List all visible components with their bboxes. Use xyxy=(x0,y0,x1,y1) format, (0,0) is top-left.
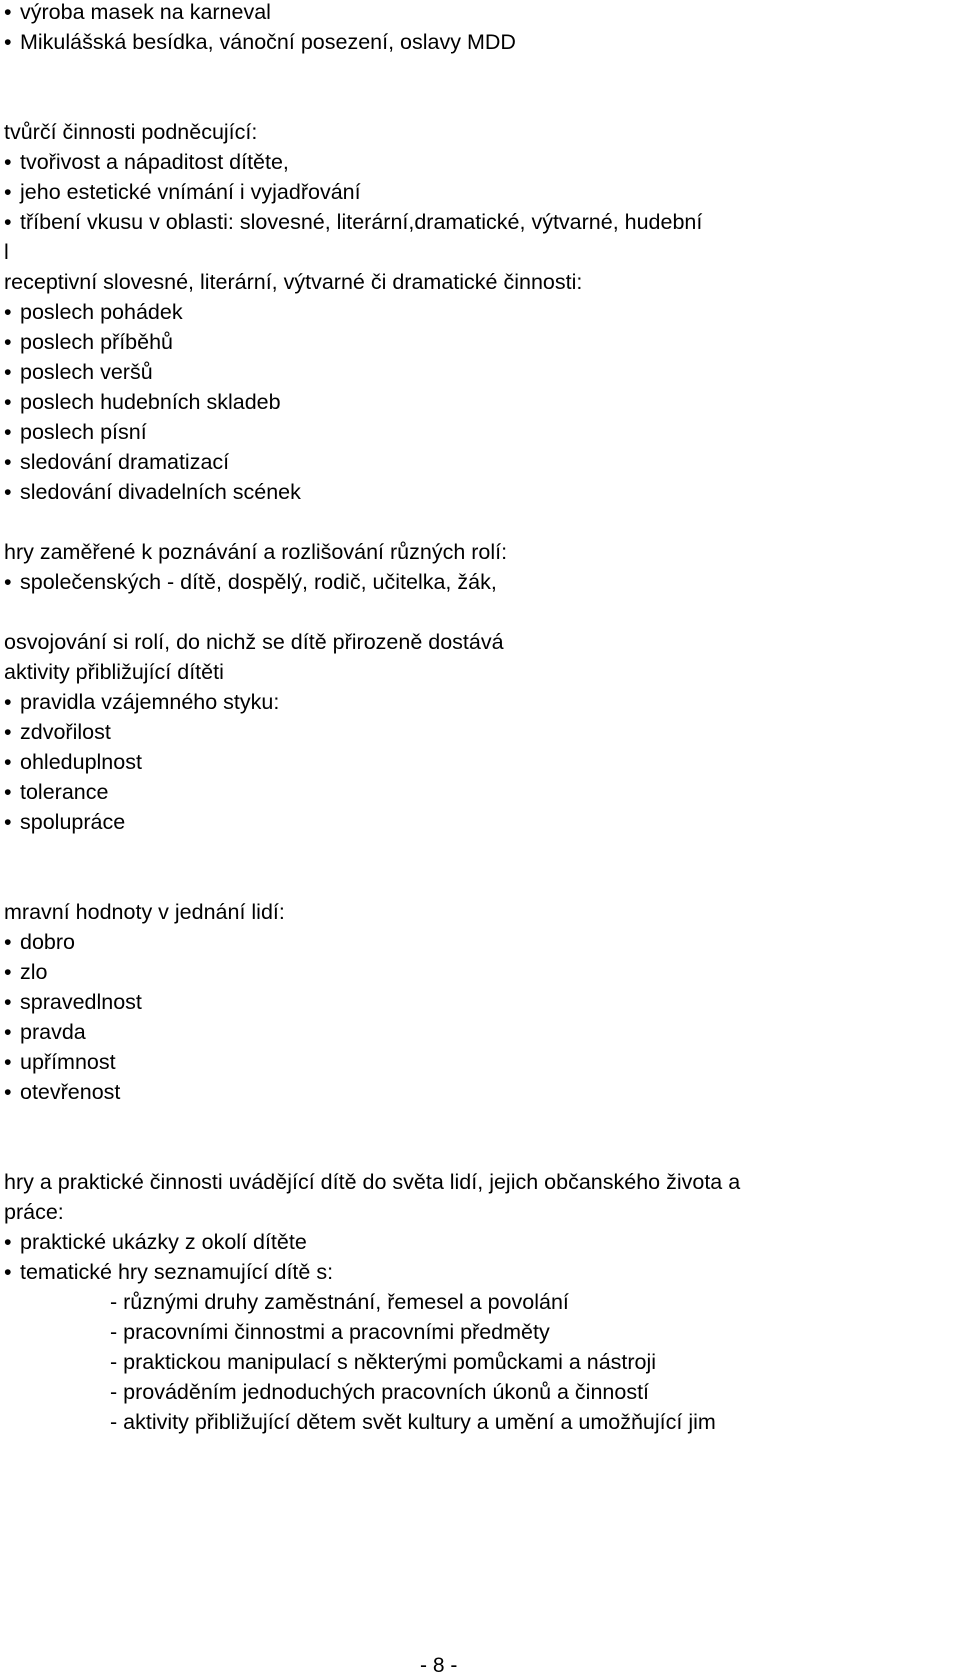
list-item: • pravda xyxy=(4,1017,86,1047)
bullet: • xyxy=(4,990,12,1014)
list-item: • společenských - dítě, dospělý, rodič, učitelka, žák, xyxy=(4,567,497,597)
bullet: • xyxy=(4,420,12,444)
list-item: • zdvořilost xyxy=(4,717,111,747)
bullet: • xyxy=(4,1080,12,1104)
list-item: • tolerance xyxy=(4,777,108,807)
list-item: • tvořivost a nápaditost dítěte, xyxy=(4,147,289,177)
bullet: • xyxy=(4,1050,12,1074)
bullet: • xyxy=(4,1260,12,1284)
section-heading: mravní hodnoty v jednání lidí: xyxy=(4,900,285,924)
bullet: • xyxy=(4,180,12,204)
list-item: • pravidla vzájemného styku: xyxy=(4,687,279,717)
list-item: • výroba masek na karneval xyxy=(4,0,271,27)
list-item: • poslech hudebních skladeb xyxy=(4,387,281,417)
list-item: • ohleduplnost xyxy=(4,747,142,777)
bullet: • xyxy=(4,30,12,54)
section-heading: hry a praktické činnosti uvádějící dítě do světa lidí, jejich občanského života a xyxy=(4,1170,741,1194)
list-item: • poslech příběhů xyxy=(4,327,173,357)
bullet: • xyxy=(4,960,12,984)
section-heading: osvojování si rolí, do nichž se dítě přirozeně dostává xyxy=(4,630,504,654)
bullet: • xyxy=(4,360,12,384)
bullet: • xyxy=(4,330,12,354)
bullet: • xyxy=(4,1020,12,1044)
section-heading-continued: práce: xyxy=(4,1200,64,1224)
bullet: • xyxy=(4,1230,12,1254)
bullet: • xyxy=(4,300,12,324)
bullet: • xyxy=(4,570,12,594)
list-item: • spravedlnost xyxy=(4,987,142,1017)
bullet: • xyxy=(4,690,12,714)
bullet: • xyxy=(4,210,12,234)
list-item: • upřímnost xyxy=(4,1047,116,1077)
stray-character: l xyxy=(4,240,9,264)
bullet: • xyxy=(4,750,12,774)
bullet: • xyxy=(4,150,12,174)
list-item: • otevřenost xyxy=(4,1077,120,1107)
list-item: • poslech pohádek xyxy=(4,297,183,327)
list-item: • tematické hry seznamující dítě s: xyxy=(4,1257,333,1287)
section-subheading: aktivity přibližující dítěti xyxy=(4,660,224,684)
page-number: - 8 - xyxy=(420,1654,458,1677)
bullet: • xyxy=(4,450,12,474)
dash-item: - prováděním jednoduchých pracovních úkonů a činností xyxy=(110,1380,650,1404)
section-heading: receptivní slovesné, literární, výtvarné či dramatické činnosti: xyxy=(4,270,583,294)
list-item: • praktické ukázky z okolí dítěte xyxy=(4,1227,307,1257)
bullet: • xyxy=(4,780,12,804)
dash-item: - různými druhy zaměstnání, řemesel a povolání xyxy=(110,1290,569,1314)
section-heading: hry zaměřené k poznávání a rozlišování různých rolí: xyxy=(4,540,508,564)
list-item: • poslech veršů xyxy=(4,357,153,387)
list-item: • poslech písní xyxy=(4,417,147,447)
bullet: • xyxy=(4,0,12,24)
bullet: • xyxy=(4,930,12,954)
list-item: • tříbení vkusu v oblasti: slovesné, literární,dramatické, výtvarné, hudební xyxy=(4,207,702,237)
list-item: • zlo xyxy=(4,957,47,987)
list-item: • dobro xyxy=(4,927,75,957)
list-item: • Mikulášská besídka, vánoční posezení, oslavy MDD xyxy=(4,27,516,57)
list-item: • jeho estetické vnímání i vyjadřování xyxy=(4,177,361,207)
list-item: • sledování divadelních scének xyxy=(4,477,301,507)
dash-item: - pracovními činnostmi a pracovními předměty xyxy=(110,1320,550,1344)
list-item: • spolupráce xyxy=(4,807,125,837)
dash-item: - aktivity přibližující dětem svět kultury a umění a umožňující jim xyxy=(110,1410,716,1434)
list-item: • sledování dramatizací xyxy=(4,447,229,477)
bullet: • xyxy=(4,390,12,414)
bullet: • xyxy=(4,720,12,744)
section-heading: tvůrčí činnosti podněcující: xyxy=(4,120,258,144)
bullet: • xyxy=(4,480,12,504)
bullet: • xyxy=(4,810,12,834)
dash-item: - praktickou manipulací s některými pomůckami a nástroji xyxy=(110,1350,657,1374)
